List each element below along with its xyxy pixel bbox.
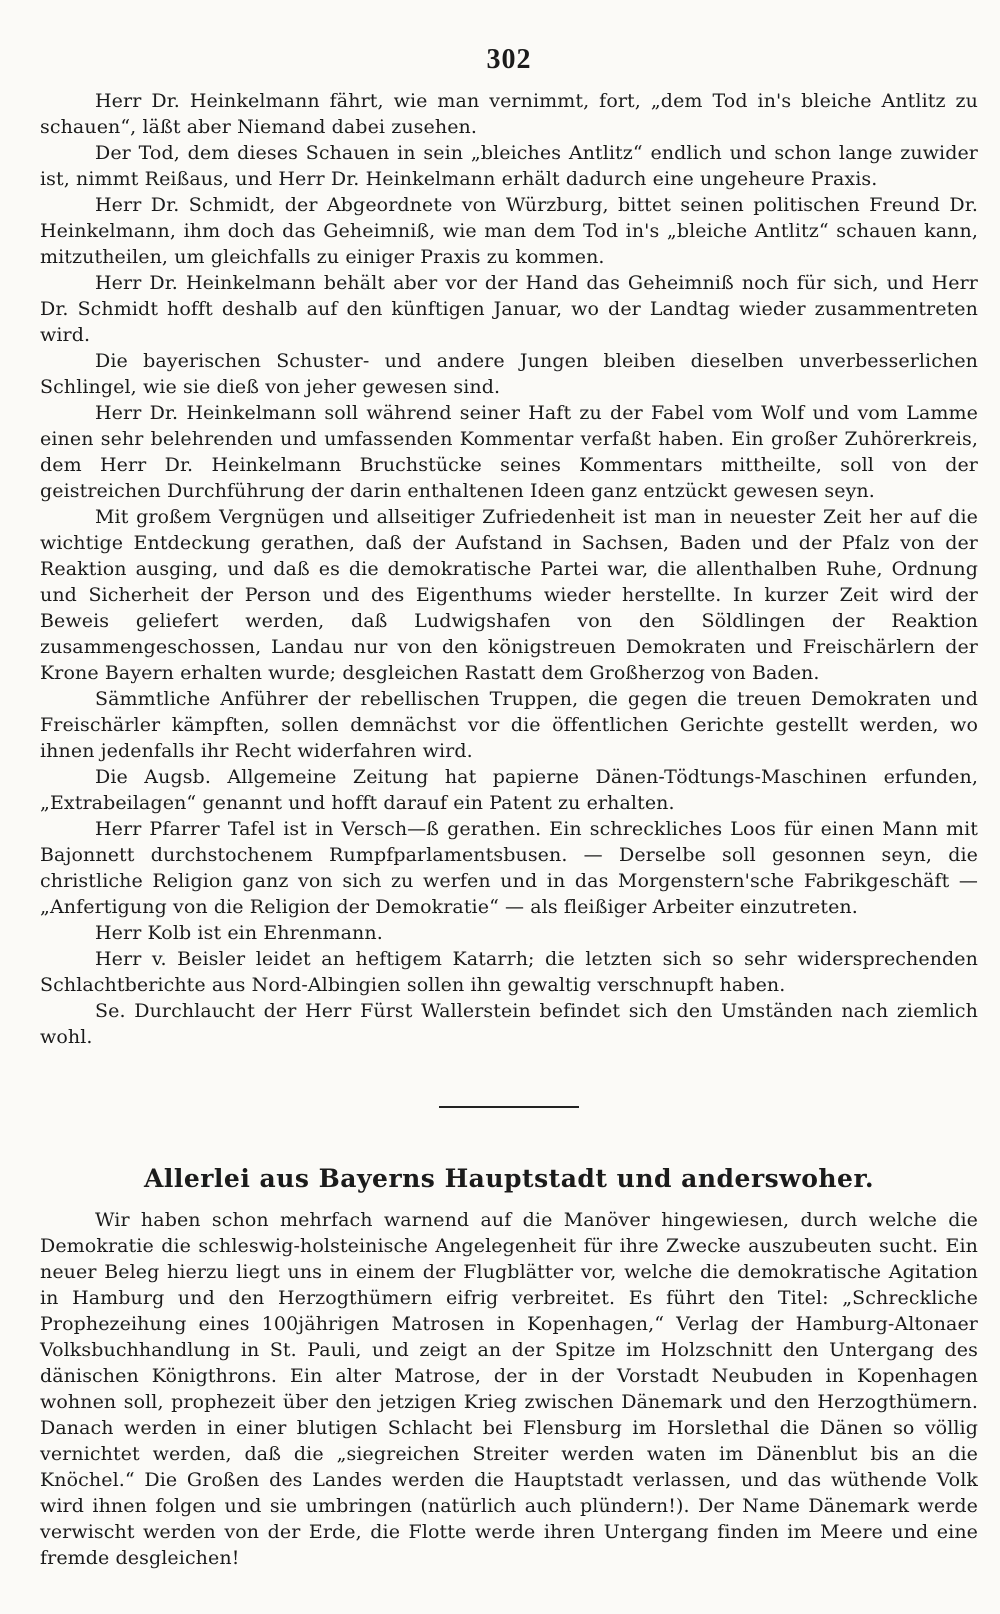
paragraph: Se. Durchlaucht der Herr Fürst Wallerstein befindet sich den Umständen nach ziemlich wohl. [40,1000,978,1048]
section-body [40,1207,978,1571]
paragraph: Herr Dr. Schmidt, der Abgeordnete von Würzburg, bittet seinen politischen Freund Dr. Heinkelmann, ihm doch das Geheimniß, wie man dem Tod in's „bleiche Antlitz“ schauen kann, mitzutheilen, um gleichfalls zu einiger Praxis zu kommen. [40,194,978,268]
paragraph: Herr Dr. Heinkelmann fährt, wie man vernimmt, fort, „dem Tod in's bleiche Antlitz zu schauen“, läßt aber Niemand dabei zusehen. [40,90,978,138]
paragraph: Die Augsb. Allgemeine Zeitung hat papierne Dänen-Tödtungs-Maschinen erfunden, „Extrabeilagen“ genannt und hofft darauf ein Patent zu erhalten. [40,766,978,814]
paragraph: Der Tod, dem dieses Schauen in sein „bleiches Antlitz“ endlich und schon lange zuwider ist, nimmt Reißaus, und Herr Dr. Heinkelmann erhält dadurch eine ungeheure Praxis. [40,142,978,190]
paragraph: Herr Dr. Heinkelmann soll während seiner Haft zu der Fabel vom Wolf und vom Lamme einen sehr belehrenden und umfassenden Kommentar verfaßt haben. Ein großer Zuhörerkreis, dem Herr Dr. Heinkelmann Bruchstücke seines Kommentars mittheilte, soll von der geistreichen Durchführung der darin enthaltenen Ideen ganz entzückt gewesen seyn. [40,402,978,502]
paragraph: Sämmtliche Anführer der rebellischen Truppen, die gegen die treuen Demokraten und Freischärler kämpften, sollen demnächst vor die öffentlichen Gerichte gestellt werden, wo ihnen jedenfalls ihr Recht widerfahren wird. [40,688,978,762]
paragraph: Die bayerischen Schuster- und andere Jungen bleiben dieselben unverbesserlichen Schlingel, wie sie dieß von jeher gewesen sind. [40,350,978,398]
news-items [40,88,978,1050]
paragraph: Herr Dr. Heinkelmann behält aber vor der Hand das Geheimniß noch für sich, und Herr Dr. Schmidt hofft deshalb auf den künftigen Januar, wo der Landtag wieder zusammentreten wird. [40,272,978,346]
paragraph: Herr Kolb ist ein Ehrenmann. [95,922,383,944]
paragraph: Mit großem Vergnügen und allseitiger Zufriedenheit ist man in neuester Zeit her auf die wichtige Entdeckung gerathen, daß der Aufstand in Sachsen, Baden und der Pfalz von der Reaktion ausging, und daß es die demokratische Partei war, die allenthalben Ruhe, Ordnung und Sicherheit der Person und des Eigenthums wieder herstellte. In kurzer Zeit wird der Beweis geliefert werden, daß Ludwigshafen von den Söldlingen der Reaktion zusammengeschossen, Landau nur von den königstreuen Demokraten und Freischärlern der Krone Bayern erhalten wurde; desgleichen Rastatt dem Großherzog von Baden. [40,506,978,684]
paragraph: Wir haben schon mehrfach warnend auf die Manöver hingewiesen, durch welche die Demokratie die schleswig-holsteinische Angelegenheit für ihre Zwecke auszubeuten sucht. Ein neuer Beleg hierzu liegt uns in einem der Flugblätter vor, welche die demokratische Agitation in Hamburg und den Herzogthümern eifrig verbreitet. Es führt den Titel: „Schreckliche Prophezeihung eines 100jährigen Matrosen in Kopenhagen,“ Verlag der Hamburg-Altonaer Volksbuchhandlung in St. Pauli, und zeigt an der Spitze im Holzschnitt den Untergang des dänischen Königthrons. Ein alter Matrose, der in der Vorstadt Neubuden in Kopenhagen wohnen soll, prophezeit über den jetzigen Krieg zwischen Dänemark und den Herzogthümern. Danach werden in einer blutigen Schlacht bei Flensburg im Horslethal die Dänen so völlig vernichtet werden, daß die „siegreichen Streiter werden waten im Dänenblut bis an die Knöchel.“ Die Großen des Landes werden die Hauptstadt verlassen, und das wüthende Volk wird ihnen folgen und sie umbringen (natürlich auch plündern!). Der Name Dänemark werde verwischt werden von der Erde, die Flotte werde ihren Untergang finden im Meere und eine fremde desgleichen! [40,1209,978,1569]
section-title: Allerlei aus Bayerns Hauptstadt und anderswoher. [143,1164,875,1193]
page-number: 302 [486,44,532,75]
section-divider [439,1106,579,1108]
paragraph: Herr v. Beisler leidet an heftigem Katarrh; die letzten sich so sehr widersprechenden Schlachtberichte aus Nord-Albingien sollen ihn gewaltig verschnupft haben. [40,948,978,996]
paragraph: Herr Pfarrer Tafel ist in Versch—ß gerathen. Ein schreckliches Loos für einen Mann mit Bajonnett durchstochenem Rumpfparlamentsbusen. — Derselbe soll gesonnen seyn, die christliche Religion ganz von sich zu werfen und in das Morgenstern'sche Fabrikgeschäft — „Anfertigung von die Religion der Demokratie“ — als fleißiger Arbeiter einzutreten. [40,818,978,918]
